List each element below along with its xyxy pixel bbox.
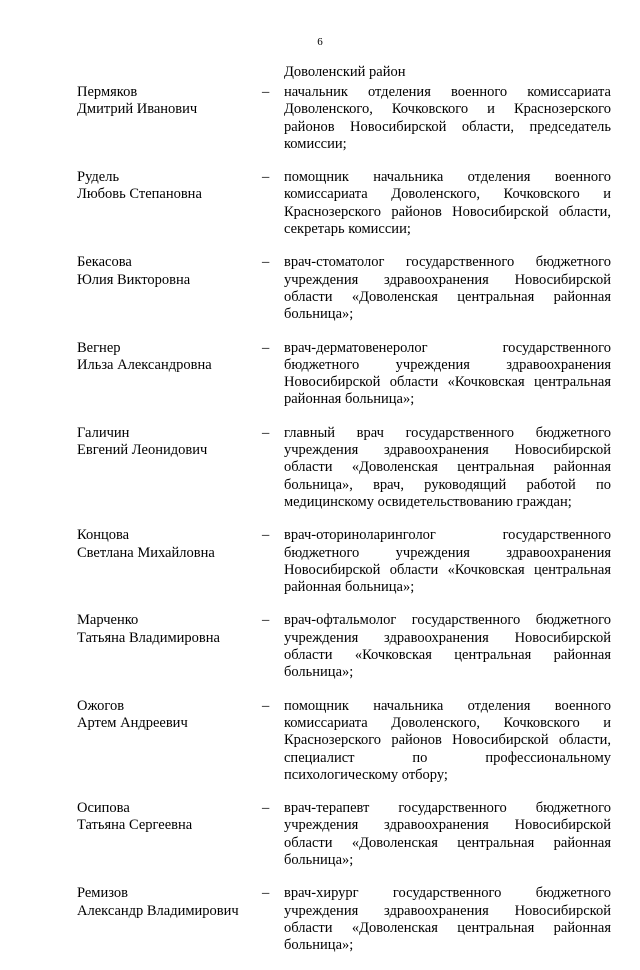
member-surname: Ожогов	[77, 697, 125, 714]
member-given-names: Артем Андреевич	[77, 714, 188, 731]
member-position: помощник начальника отделения военного комиссариата Доволенского, Кочковского и Краснозерского районов Новосибирской области, секретарь комиссии;	[284, 169, 611, 238]
member-position: врач-стоматолог государственного бюджетного учреждения здравоохранения Новосибирской области «Доволенская центральная районная больница»;	[284, 254, 611, 323]
member-given-names: Ильза Александровна	[77, 356, 212, 373]
member-given-names: Любовь Степановна	[77, 186, 202, 203]
member-position: помощник начальника отделения военного комиссариата Доволенского, Кочковского и Краснозерского районов Новосибирской области, специалист по профессиональному психологическому отбору;	[284, 697, 611, 783]
member-position: начальник отделения военного комиссариата Доволенского, Кочковского и Краснозерского районов Новосибирской области, председатель комиссии;	[284, 84, 611, 152]
member-name	[77, 527, 262, 596]
member-row	[77, 527, 613, 596]
member-row	[77, 254, 613, 323]
member-row	[77, 800, 613, 869]
member-name	[77, 800, 262, 869]
member-position: врач-дерматовенеролог государственного бюджетного учреждения здравоохранения Новосибирской области «Кочковская центральная районная больница»;	[284, 339, 611, 408]
dash-separator: –	[262, 800, 270, 817]
member-position: врач-терапевт государственного бюджетного учреждения здравоохранения Новосибирской области «Доволенская центральная районная больница»;	[284, 800, 611, 868]
dash-separator: –	[262, 169, 270, 186]
member-given-names: Татьяна Владимировна	[77, 629, 220, 646]
member-name	[77, 84, 262, 153]
member-name	[77, 169, 262, 238]
member-name	[77, 254, 262, 323]
page-number: 6	[317, 36, 323, 48]
member-given-names: Александр Владимирович	[77, 902, 239, 919]
member-given-names: Татьяна Сергеевна	[77, 817, 193, 834]
member-position: врач-офтальмолог государственного бюджетного учреждения здравоохранения Новосибирской области «Кочковская центральная районная больница»;	[284, 612, 611, 681]
section-title: Доволенский район	[284, 64, 406, 80]
member-position: врач-хирург государственного бюджетного учреждения здравоохранения Новосибирской области «Доволенская центральная районная больница»;	[284, 885, 611, 954]
member-row	[77, 885, 613, 954]
member-surname: Бекасова	[77, 254, 132, 271]
dash-separator: –	[262, 339, 270, 356]
member-given-names: Дмитрий Иванович	[77, 101, 198, 118]
member-row	[77, 84, 613, 153]
member-surname: Галичин	[77, 424, 130, 441]
member-surname: Осипова	[77, 800, 130, 817]
member-given-names: Евгений Леонидович	[77, 442, 208, 459]
member-surname: Рудель	[77, 169, 120, 186]
member-position: врач-оториноларинголог государственного бюджетного учреждения здравоохранения Новосибирской области «Кочковская центральная районная больница»;	[284, 527, 611, 596]
member-surname: Вегнер	[77, 339, 121, 356]
dash-separator: –	[262, 254, 270, 271]
member-row	[77, 698, 613, 784]
member-row	[77, 612, 613, 681]
member-row	[77, 425, 613, 511]
member-surname: Ремизов	[77, 885, 128, 902]
dash-separator: –	[262, 424, 270, 441]
member-name	[77, 612, 262, 681]
member-surname: Концова	[77, 527, 130, 544]
member-surname: Пермяков	[77, 84, 138, 100]
member-row	[77, 340, 613, 409]
dash-separator: –	[262, 885, 270, 902]
dash-separator: –	[262, 697, 270, 714]
member-position: главный врач государственного бюджетного учреждения здравоохранения Новосибирской области «Доволенская центральная районная больница», врач, руководящий работой по медицинскому освидетельствованию граждан;	[284, 424, 611, 510]
dash-separator: –	[262, 527, 270, 544]
member-name	[77, 885, 262, 954]
member-given-names: Юлия Викторовна	[77, 271, 191, 288]
member-name	[77, 340, 262, 409]
member-given-names: Светлана Михайловна	[77, 544, 215, 561]
member-surname: Марченко	[77, 612, 139, 629]
commission-members-list	[77, 84, 613, 970]
member-name	[77, 698, 262, 784]
dash-separator: –	[262, 84, 270, 100]
member-name	[77, 425, 262, 511]
member-row	[77, 169, 613, 238]
dash-separator: –	[262, 612, 270, 629]
